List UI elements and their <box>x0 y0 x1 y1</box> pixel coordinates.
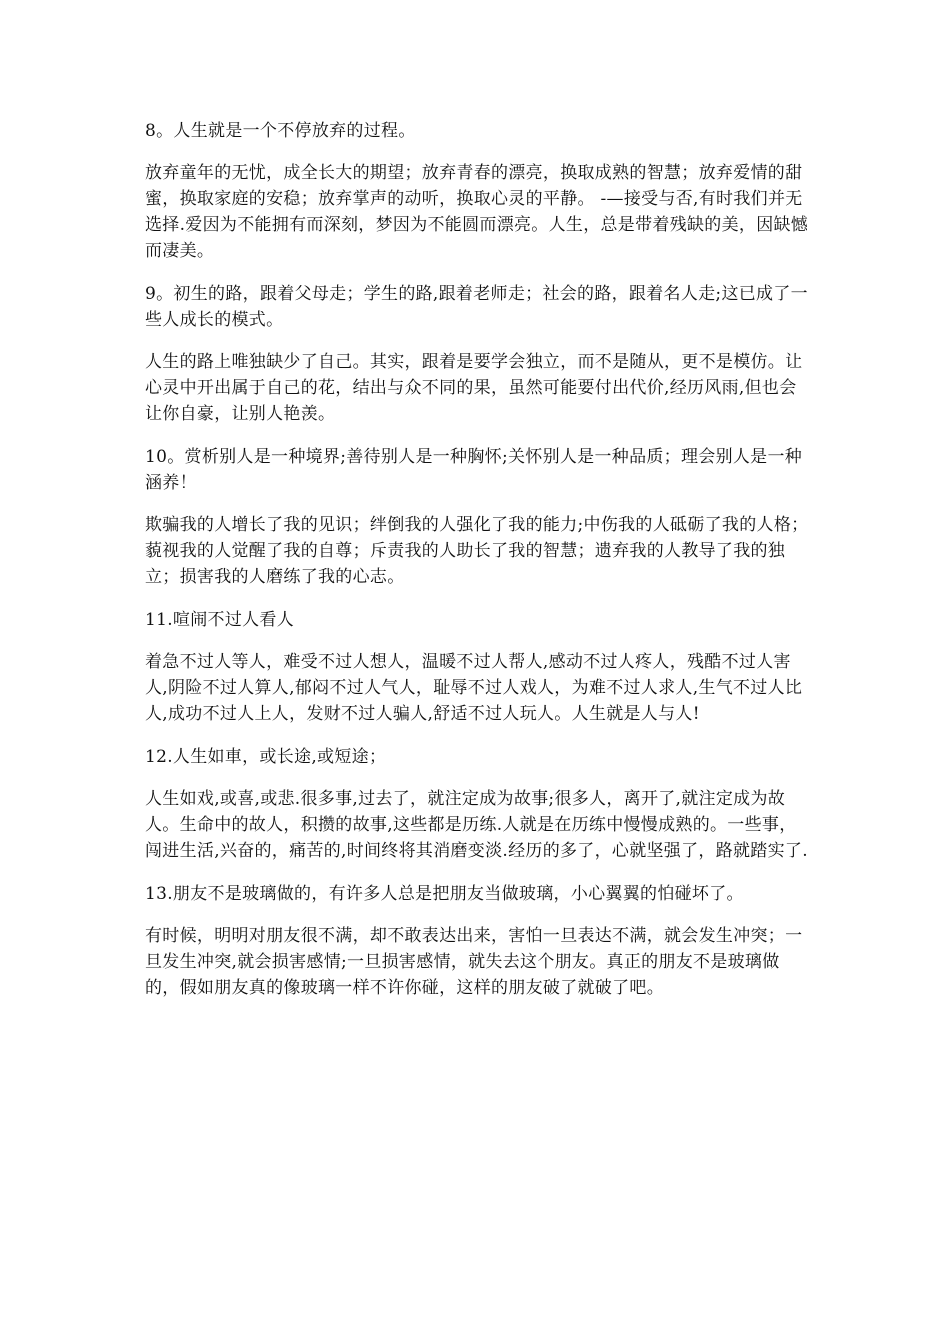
section-heading: 8。人生就是一个不停放弃的过程。 <box>145 121 416 141</box>
section-paragraph: 欺骗我的人增长了我的见识；绊倒我的人强化了我的能力;中伤我的人砥砺了我的人格；藐视我的人觉醒了我的自尊；斥责我的人助长了我的智慧；遗弃我的人教导了我的独立；损害我的人磨练了我的心志。 <box>145 515 809 587</box>
section-paragraph: 人生的路上唯独缺少了自己。其实，跟着是要学会独立，而不是随从，更不是模仿。让心灵中开出属于自己的花，结出与众不同的果，虽然可能要付出代价,经历风雨,但也会让你自豪，让别人艳羡。 <box>145 352 803 424</box>
section-heading: 11.喧闹不过人看人 <box>145 610 295 630</box>
section-heading: 9。初生的路，跟着父母走；学生的路,跟着老师走；社会的路，跟着名人走;这已成了一些人成长的模式。 <box>145 284 808 330</box>
section-heading: 10。赏析别人是一种境界;善待别人是一种胸怀;关怀别人是一种品质；理会别人是一种涵养！ <box>145 447 803 493</box>
section-paragraph: 放弃童年的无忧，成全长大的期望；放弃青春的漂亮，换取成熟的智慧；放弃爱情的甜蜜，换取家庭的安稳；放弃掌声的动听，换取心灵的平静。 -—接受与否,有时我们并无选择.爱因为不能拥有而深刻，梦因为不能圆而漂亮。人生，总是带着残缺的美，因缺憾而凄美。 <box>145 163 809 261</box>
section-heading: 12.人生如車，或长途,或短途； <box>145 747 387 767</box>
section-paragraph: 着急不过人等人，难受不过人想人，温暖不过人帮人,感动不过人疼人，残酷不过人害人,阴险不过人算人,郁闷不过人气人，耻辱不过人戏人，为难不过人求人,生气不过人比人,成功不过人上人，发财不过人骗人,舒适不过人玩人。人生就是人与人! <box>145 652 803 724</box>
section-paragraph: 有时候，明明对朋友很不满，却不敢表达出来，害怕一旦表达不满，就会发生冲突；一旦发生冲突,就会损害感情;一旦损害感情，就失去这个朋友。真正的朋友不是玻璃做的，假如朋友真的像玻璃一样不许你碰，这样的朋友破了就破了吧。 <box>145 926 803 998</box>
section-heading: 13.朋友不是玻璃做的，有许多人总是把朋友当做玻璃，小心翼翼的怕碰坏了。 <box>145 884 744 904</box>
document-body <box>145 118 810 1018</box>
section-paragraph: 人生如戏,或喜,或悲.很多事,过去了，就注定成为故事;很多人，离开了,就注定成为故人。生命中的故人，积攒的故事,这些都是历练.人就是在历练中慢慢成熟的。一些事，闯进生活,兴奋的，痛苦的,时间终将其消磨变淡.经历的多了，心就坚强了，路就踏实了. <box>145 789 808 861</box>
